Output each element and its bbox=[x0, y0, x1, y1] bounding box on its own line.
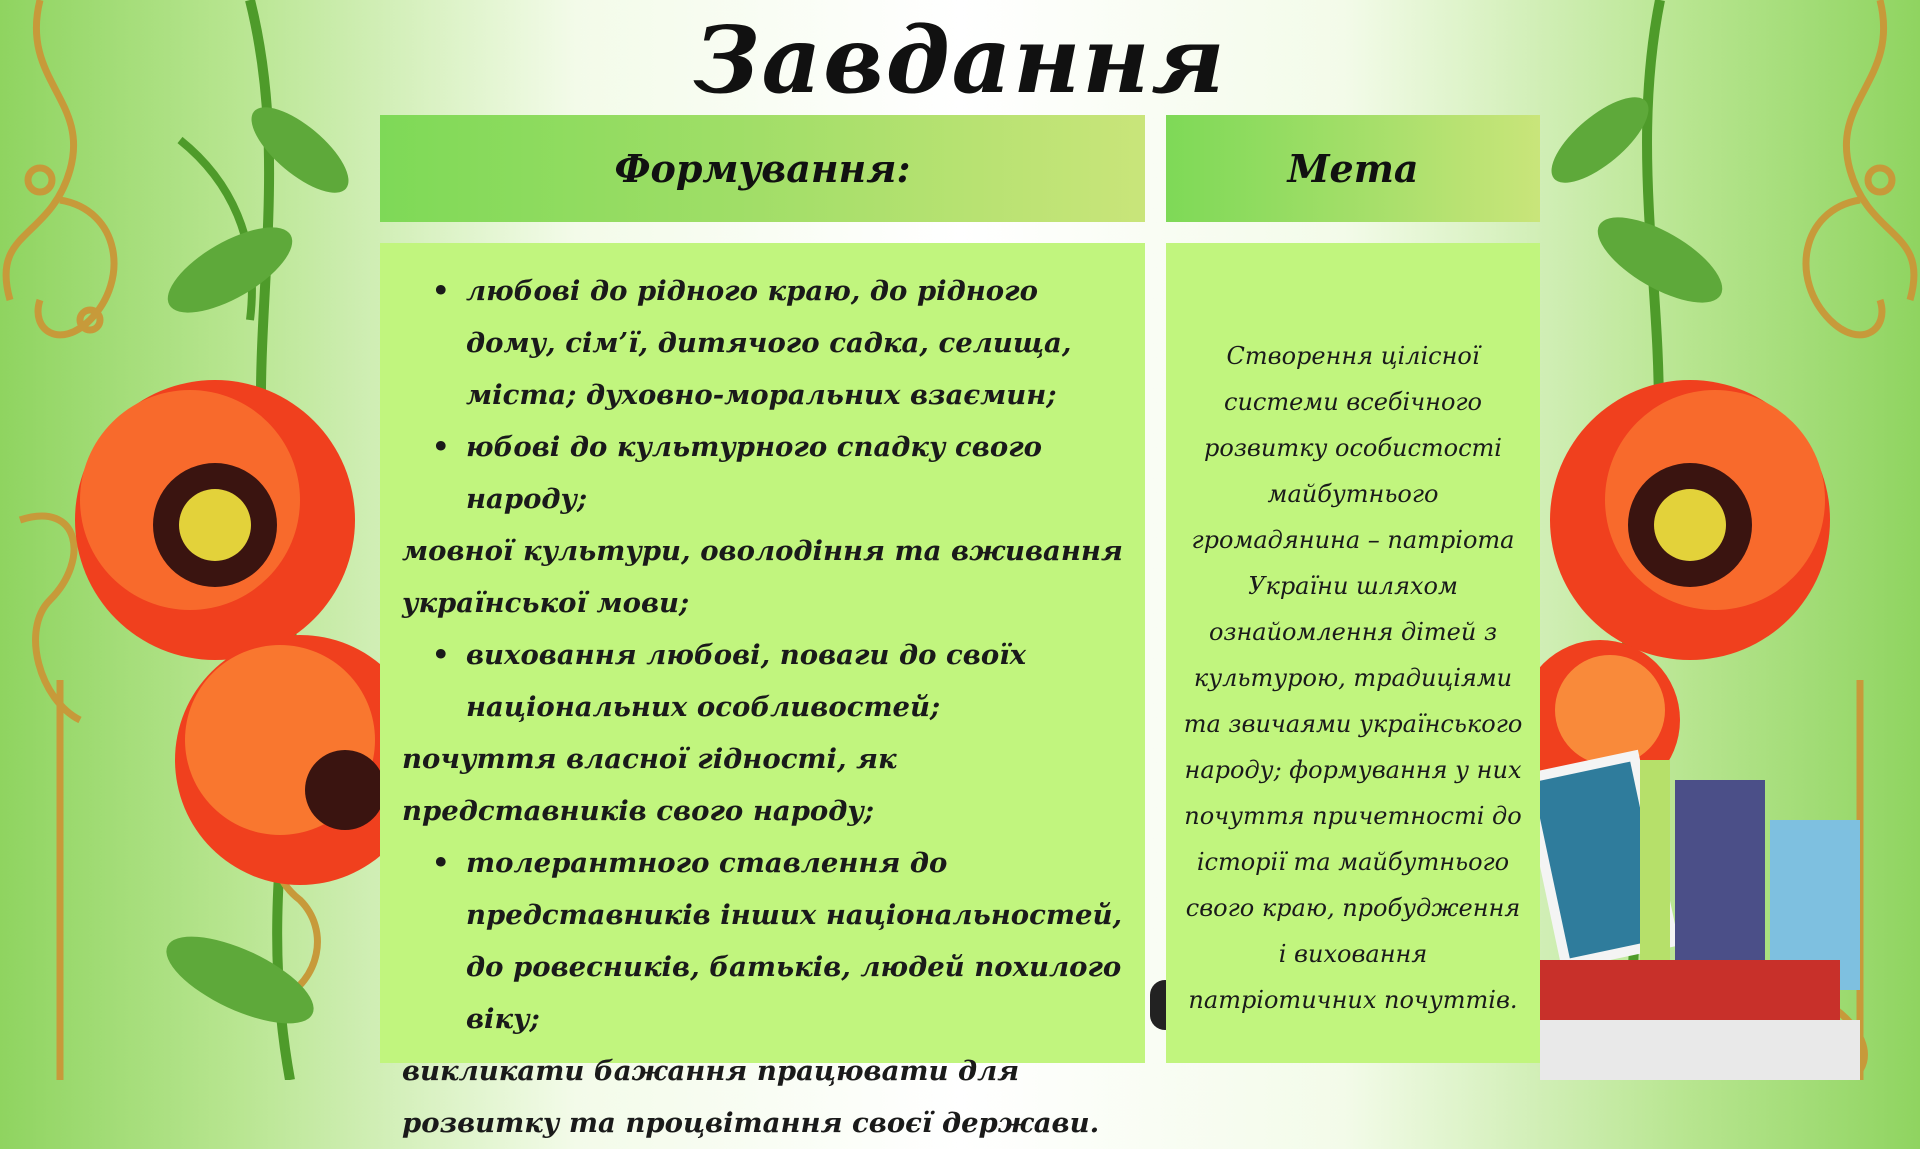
list-item: • толерантного ставлення до представників інших національностей, до ровесників, батьків, людей похилого віку; bbox=[402, 837, 1125, 1045]
poppy-flower-icon bbox=[75, 380, 355, 660]
list-item: • любові до рідного краю, до рідного дому, сім’ї, дитячого садка, селища, міста; духовно-моральних взаємин; bbox=[402, 265, 1125, 421]
formation-list bbox=[402, 265, 1125, 1149]
list-item: • виховання любові, поваги до своїх національних особливостей; bbox=[402, 629, 1125, 733]
list-item: викликати бажання працювати для розвитку та процвітання своєї держави. bbox=[402, 1055, 1100, 1139]
page-title: Завдання bbox=[693, 6, 1227, 114]
list-item: мовної культури, оволодіння та вживання української мови; bbox=[402, 535, 1123, 619]
list-item: • юбові до культурного спадку свого народу; bbox=[402, 421, 1125, 525]
formation-panel bbox=[380, 243, 1145, 1139]
goal-column-header: Мета bbox=[1166, 115, 1540, 222]
poppy-flower-icon bbox=[1550, 380, 1830, 660]
goal-text: Створення цілісної системи всебічного розвитку особистості майбутнього громадянина – патріота України шляхом ознайомлення дітей з культурою, традиціями та звичаями українського народу; формування у них почуття причетності до історії та майбутнього свого краю, пробудження і виховання патріотичних почуттів. bbox=[1183, 342, 1523, 1014]
formation-column-header: Формування: bbox=[380, 115, 1145, 222]
list-item: почуття власної гідності, як представників свого народу; bbox=[402, 743, 897, 827]
goal-panel bbox=[1166, 243, 1540, 1063]
